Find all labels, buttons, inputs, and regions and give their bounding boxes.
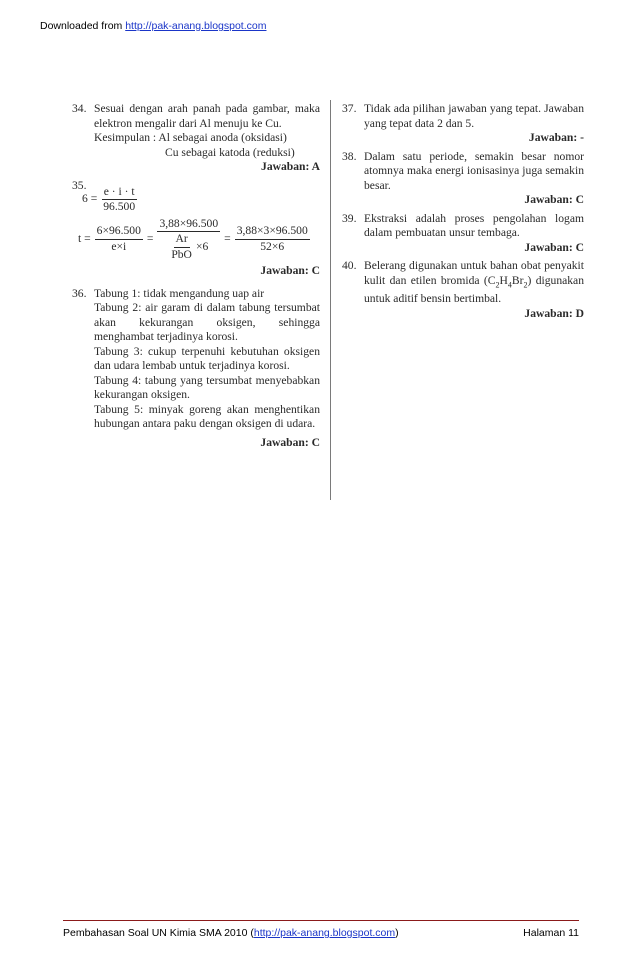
fraction-numerator: 3,88×96.500	[157, 217, 220, 233]
answer-key: Jawaban: D	[524, 306, 584, 320]
question-34	[72, 102, 320, 175]
question-36	[72, 287, 320, 451]
fraction	[101, 185, 137, 215]
page-number: Halaman 11	[523, 927, 579, 939]
footer-suffix: )	[395, 927, 399, 939]
answer-key: Jawaban: C	[524, 193, 584, 206]
question-35	[72, 179, 320, 279]
header-link[interactable]: http://pak-anang.blogspot.com	[125, 20, 267, 32]
tube-5-text: Tabung 5: minyak goreng akan menghentikan hubungan antara paku dengan oksigen di udara.	[94, 402, 320, 430]
nested-denominator: PbO	[171, 247, 192, 261]
answer-key: Jawaban: C	[260, 435, 320, 449]
question-number: 37.	[342, 102, 357, 115]
column-divider	[330, 100, 331, 500]
answer-text	[364, 259, 584, 307]
answer-text: Sesuai dengan arah panah pada gambar, maka elektron mengalir dari Al menuju ke Cu.	[94, 102, 320, 130]
fraction	[235, 224, 310, 254]
footer-link[interactable]: http://pak-anang.blogspot.com	[253, 927, 396, 939]
answer-key: Jawaban: -	[528, 131, 584, 144]
fraction	[157, 217, 220, 263]
page-header	[40, 20, 266, 32]
subscript: 2	[495, 279, 500, 289]
fraction-numerator: 6×96.500	[95, 224, 143, 240]
nested-fraction	[169, 232, 194, 262]
tube-1-text: Tabung 1: tidak mengandung uap air	[94, 286, 265, 300]
equation-1	[82, 185, 320, 215]
subscript: 4	[507, 279, 512, 289]
element-br: Br	[511, 273, 524, 287]
right-column	[342, 102, 584, 325]
fraction-denominator	[167, 232, 210, 262]
question-38	[342, 150, 584, 208]
fraction-numerator: 3,88×3×96.500	[235, 224, 310, 240]
left-column	[72, 102, 320, 454]
equals-sign: =	[224, 232, 231, 245]
conclusion-line-1: Kesimpulan : Al sebagai anoda (oksidasi)	[94, 131, 287, 144]
answer-text: Ekstraksi adalah proses pengolahan logam dalam pembuatan unsur tembaga.	[364, 211, 584, 239]
fraction-denominator: e×i	[111, 239, 127, 253]
fraction-denominator: 96.500	[103, 200, 136, 213]
text-part-b: ) digunakan untuk aditif bensin bertimbal.	[364, 273, 585, 306]
text-part-a: Belerang digunakan untuk bahan obat penyakit kulit dan etilen bromida (C	[364, 259, 584, 287]
fraction	[95, 224, 143, 254]
answer-text: Dalam satu periode, semakin besar nomor atomnya maka energi ionisasinya juga semakin besar.	[364, 149, 584, 192]
tube-3-text: Tabung 3: cukup terpenuhi kebutuhan oksigen dan udara lembab untuk terjadinya korosi.	[94, 344, 320, 372]
question-number: 39.	[342, 211, 357, 225]
answer-key: Jawaban: A	[261, 160, 320, 173]
conclusion-line-2: Cu sebagai katoda (reduksi)	[165, 145, 295, 159]
tube-4-text: Tabung 4: tabung yang tersumbat menyebabkan kekurangan oksigen.	[94, 373, 320, 401]
header-prefix: Downloaded from	[40, 20, 126, 32]
footer-prefix: Pembahasan Soal UN Kimia SMA 2010 (	[63, 927, 254, 939]
question-number: 34.	[72, 102, 87, 115]
question-number: 36.	[72, 286, 87, 300]
equals-sign: =	[146, 232, 154, 245]
equation-2	[78, 217, 320, 263]
question-number: 40.	[342, 259, 357, 272]
answer-text: Tidak ada pilihan jawaban yang tepat. Jawaban yang tepat data 2 dan 5.	[364, 102, 584, 130]
subscript: 2	[523, 279, 528, 289]
fraction-denominator: 52×6	[260, 239, 285, 253]
element-h: H	[499, 273, 508, 287]
answer-key: Jawaban: C	[524, 240, 584, 254]
question-40	[342, 259, 584, 321]
question-37	[342, 102, 584, 146]
answer-key: Jawaban: C	[260, 264, 320, 277]
question-39	[342, 212, 584, 256]
equation-lhs: 6 =	[82, 192, 98, 206]
question-number: 38.	[342, 149, 357, 163]
equation-lhs: t =	[78, 232, 91, 245]
multiplier: ×6	[195, 239, 209, 253]
question-number: 35.	[72, 178, 87, 192]
page-footer	[63, 920, 579, 939]
fraction-numerator: e · i · t	[102, 185, 137, 201]
tube-2-text: Tabung 2: air garam di dalam tabung tersumbat akan kekurangan oksigen, sehingga menghambat terjadinya korosi.	[94, 301, 320, 343]
nested-numerator: Ar	[174, 232, 190, 248]
